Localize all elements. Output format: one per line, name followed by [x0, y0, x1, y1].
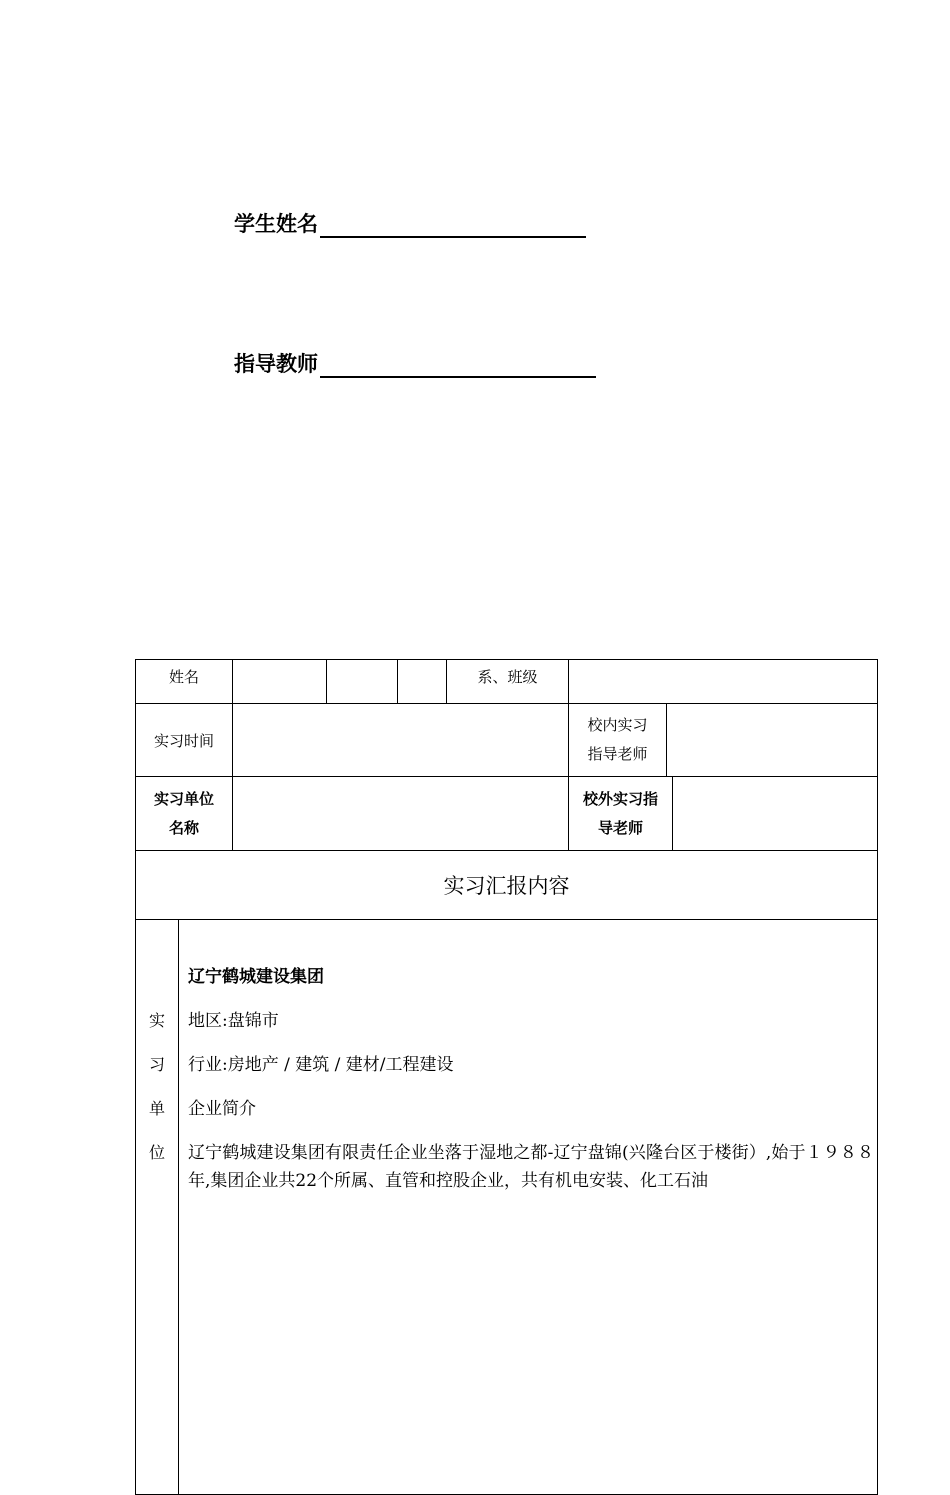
content-text [188, 955, 878, 1195]
name-label-cell [135, 659, 233, 704]
dept-class-value-cell[interactable] [568, 659, 878, 704]
unit-name-label-line1: 实习单位 [153, 789, 214, 808]
inside-advisor-label-line2: 指导老师 [587, 745, 648, 763]
inside-advisor-value-cell[interactable] [666, 703, 878, 777]
inside-advisor-label-line1: 校内实习 [587, 716, 648, 734]
unit-name-value-cell[interactable] [232, 776, 569, 851]
outside-advisor-label-cell [568, 776, 673, 851]
industry-line: 行业:房地产 / 建筑 / 建材/工程建设 [188, 1055, 454, 1075]
internship-time-label-cell [135, 703, 233, 777]
side-label [135, 999, 179, 1175]
company-title: 辽宁鹤城建设集团 [188, 967, 324, 987]
outside-advisor-label-line1: 校外实习指 [582, 789, 658, 808]
outside-advisor-value-cell[interactable] [672, 776, 878, 851]
internship-report-table [135, 659, 878, 1495]
advisor-underline[interactable] [320, 354, 596, 378]
outside-advisor-label-line2: 导老师 [597, 818, 643, 837]
unit-name-label-cell [135, 776, 233, 851]
side-label-char: 单 [148, 1099, 165, 1118]
unit-name-label-line2: 名称 [168, 818, 199, 837]
internship-time-label: 实习时间 [153, 731, 214, 750]
advisor-label: 指导教师 [234, 352, 318, 376]
student-name-field [234, 208, 586, 238]
student-name-underline[interactable] [320, 214, 586, 238]
inside-advisor-label-cell [568, 703, 667, 777]
intro-heading: 企业简介 [188, 1099, 256, 1119]
side-label-char: 位 [148, 1143, 165, 1162]
side-label-char: 实 [148, 1011, 165, 1030]
side-label-char: 习 [148, 1055, 165, 1074]
report-heading-cell [135, 850, 878, 920]
student-name-label: 学生姓名 [234, 212, 318, 236]
region-line: 地区:盘锦市 [188, 1011, 279, 1031]
name-label: 姓名 [168, 668, 199, 686]
dept-class-label: 系、班级 [477, 668, 538, 686]
name-value-cell-2[interactable] [326, 659, 398, 704]
advisor-field [234, 348, 596, 378]
name-value-cell-1[interactable] [232, 659, 327, 704]
name-value-cell-3[interactable] [397, 659, 447, 704]
intro-paragraph: 辽宁鹤城建设集团有限责任企业坐落于湿地之都-辽宁盘锦(兴隆台区于楼街）,始于１９８８年,集团企业共22个所属、直管和控股企业，共有机电安装、化工石油 [188, 1143, 874, 1191]
internship-time-value-cell[interactable] [232, 703, 569, 777]
report-heading: 实习汇报内容 [443, 874, 570, 898]
dept-class-label-cell [446, 659, 569, 704]
